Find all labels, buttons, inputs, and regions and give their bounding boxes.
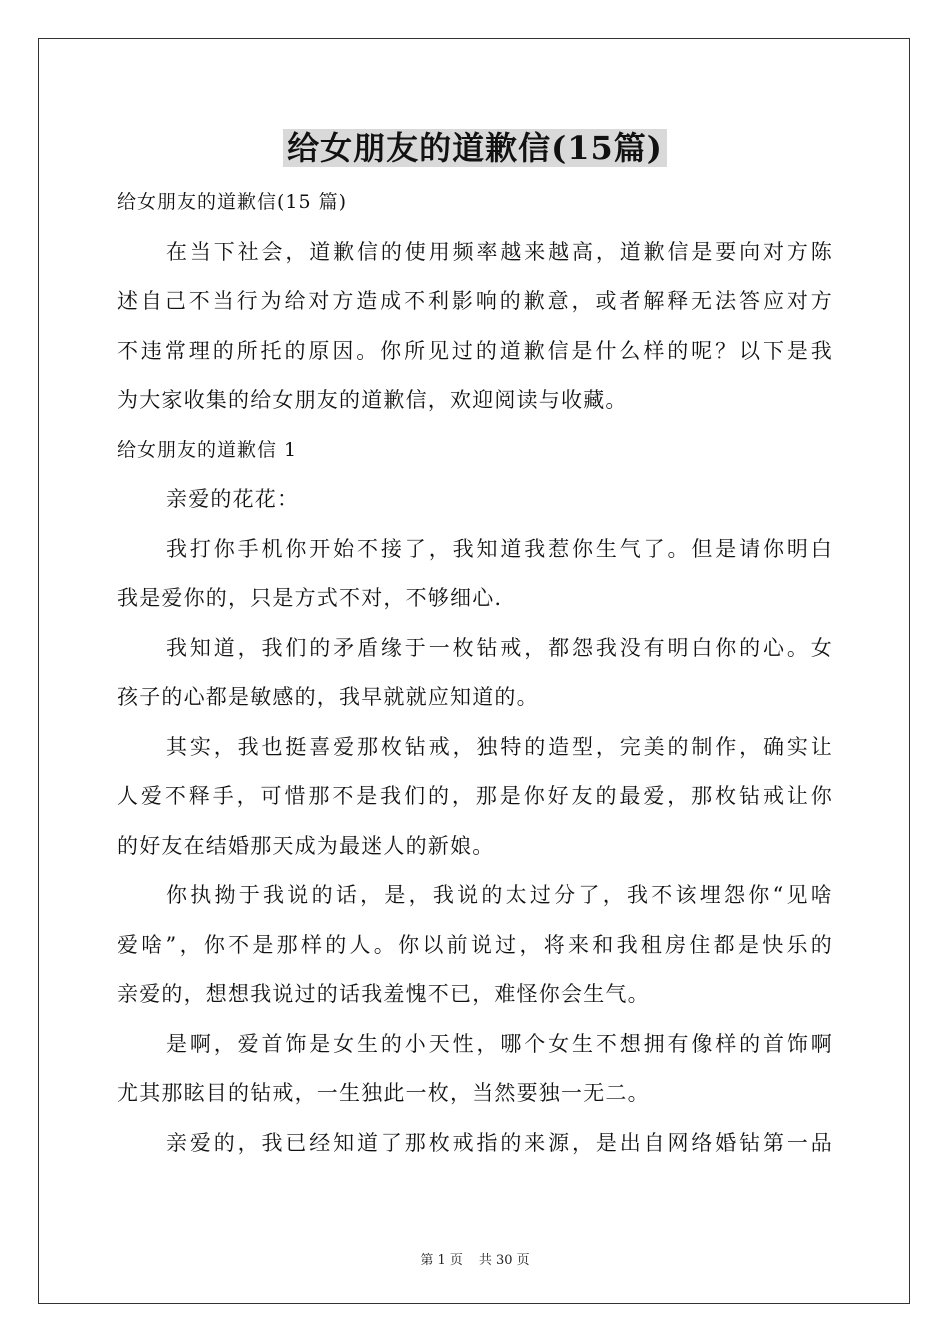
- body-line: 其实，我也挺喜爱那枚钻戒，独特的造型，完美的制作，确实让: [166, 734, 833, 759]
- body-line: 孩子的心都是敏感的，我早就就应知道的。: [117, 685, 539, 709]
- intro-line: 不违常理的所托的原因。你所见过的道歉信是什么样的呢？以下是我: [117, 338, 833, 363]
- document-body: [117, 178, 833, 1168]
- body-line: 是啊，爱首饰是女生的小天性，哪个女生不想拥有像样的首饰啊: [166, 1031, 833, 1056]
- body-line: 爱啥”，你不是那样的人。你以前说过，将来和我租房住都是快乐的: [117, 932, 833, 957]
- body-line: 尤其那眩目的钻戒，一生独此一枚，当然要独一无二。: [117, 1081, 650, 1105]
- document-title: [0, 126, 950, 170]
- body-line: 亲爱的，我已经知道了那枚戒指的来源，是出自网络婚钻第一品: [166, 1130, 833, 1155]
- document-title-text: 给女朋友的道歉信(15篇): [283, 129, 667, 167]
- greeting: 亲爱的花花：: [166, 487, 300, 511]
- page-footer: [0, 1249, 950, 1268]
- intro-line: 在当下社会，道歉信的使用频率越来越高，道歉信是要向对方陈: [166, 239, 833, 264]
- body-line: 我是爱你的，只是方式不对，不够细心.: [117, 586, 503, 610]
- page-number: 第 1 页: [420, 1253, 463, 1268]
- intro-line: 为大家收集的给女朋友的道歉信，欢迎阅读与收藏。: [117, 388, 628, 412]
- body-line: 我知道，我们的矛盾缘于一枚钻戒，都怨我没有明白你的心。女: [166, 635, 833, 660]
- body-line: 亲爱的，想想我说过的话我羞愧不已，难怪你会生气。: [117, 982, 650, 1006]
- page-total: 共 30 页: [478, 1253, 530, 1268]
- body-line: 的好友在结婚那天成为最迷人的新娘。: [117, 833, 495, 858]
- section-heading: 给女朋友的道歉信 1: [117, 438, 298, 461]
- body-line: 我打你手机你开始不接了，我知道我惹你生气了。但是请你明白: [166, 536, 833, 561]
- body-line: 你执拗于我说的话，是，我说的太过分了，我不该埋怨你“见啥: [166, 883, 833, 907]
- subtitle: 给女朋友的道歉信(15 篇): [117, 191, 348, 213]
- intro-line: 述自己不当行为给对方造成不利影响的歉意，或者解释无法答应对方: [117, 289, 833, 313]
- body-line: 人爱不释手，可惜那不是我们的，那是你好友的最爱，那枚钻戒让你: [117, 784, 833, 808]
